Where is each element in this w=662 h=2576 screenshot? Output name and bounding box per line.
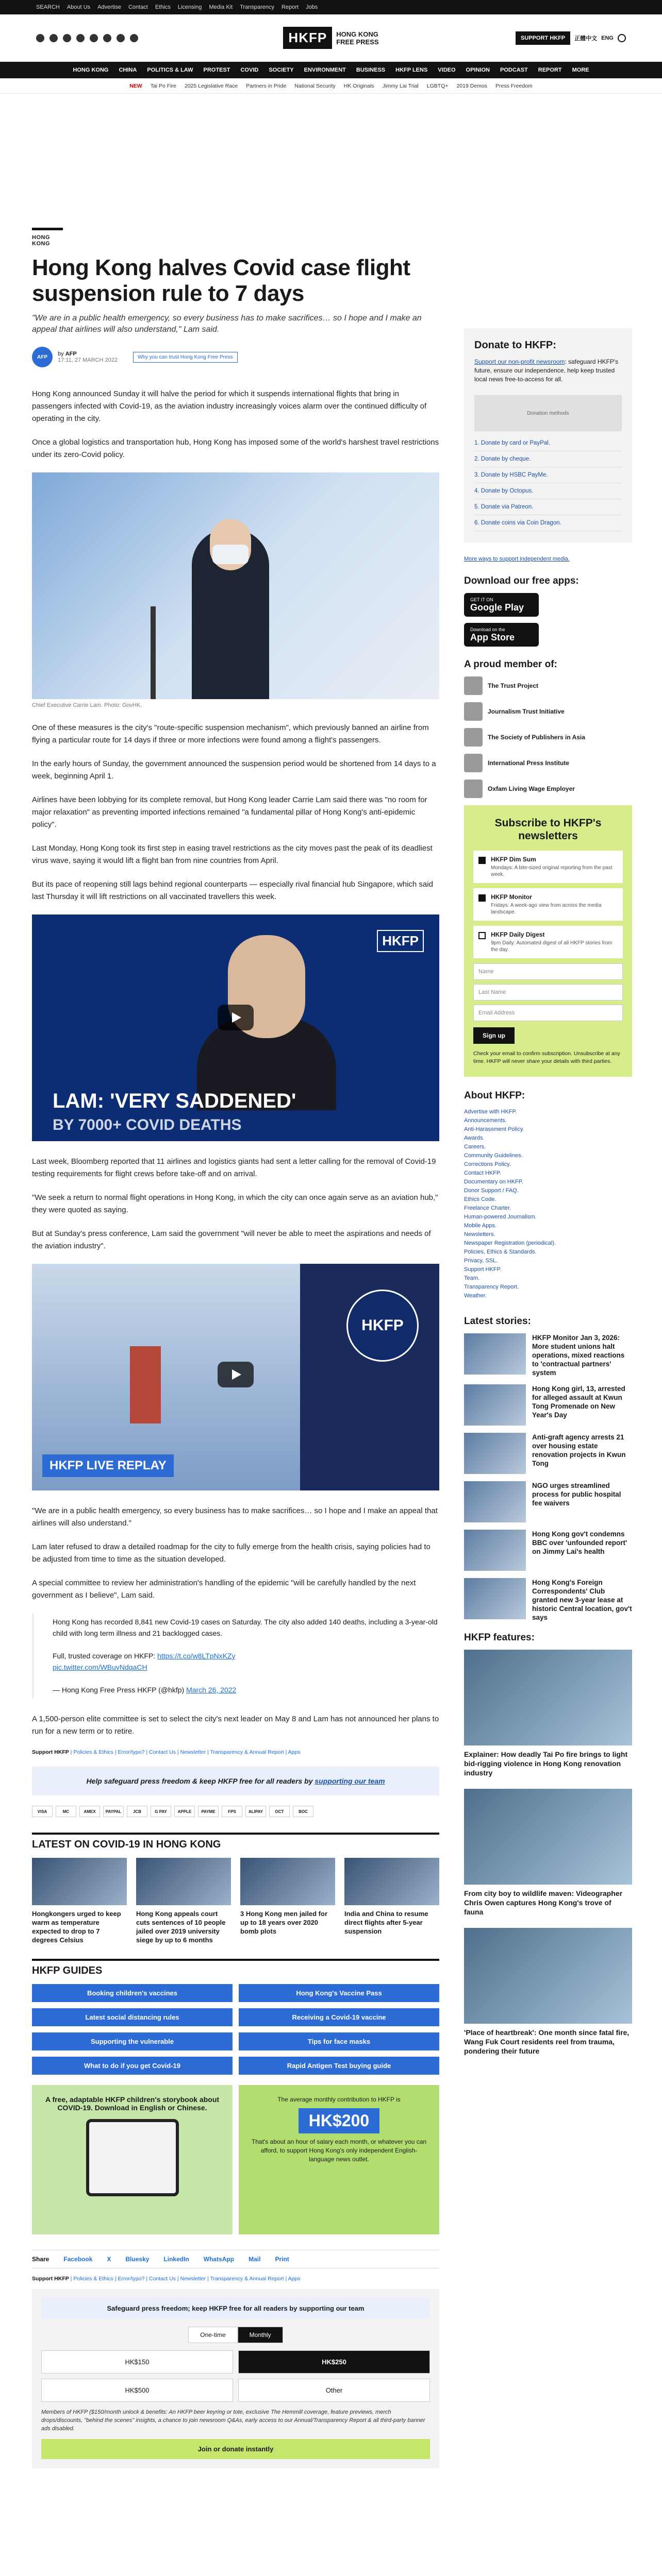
trending-item[interactable]: 2025 Legislative Race — [184, 82, 238, 89]
checkbox[interactable] — [478, 894, 486, 902]
threads-icon[interactable] — [103, 34, 111, 42]
about-link[interactable]: Team. — [464, 1275, 479, 1281]
last-name-field[interactable]: Last Name — [473, 984, 623, 1001]
youtube-icon[interactable] — [76, 34, 85, 42]
tweet-link[interactable]: https://t.co/w8LTpNxKZy — [157, 1652, 236, 1660]
payment-logo: MC — [56, 1806, 76, 1817]
util-mediakit[interactable]: Media Kit — [209, 4, 233, 10]
member-logo[interactable]: International Press Institute — [464, 754, 632, 772]
donation-option[interactable]: 2. Donate by cheque. — [474, 451, 622, 467]
policy-links[interactable]: | Policies & Ethics | Error/typo? | Contact Us | Newsletter | Transparency & Annual Report | Apps — [70, 2276, 301, 2282]
guide-button[interactable]: Supporting the vulnerable — [32, 2032, 233, 2050]
nav-environment[interactable]: ENVIRONMENT — [304, 67, 346, 73]
about-link[interactable]: Donor Support / FAQ. — [464, 1188, 519, 1194]
support-strip-link[interactable]: supporting our team — [315, 1777, 385, 1785]
nav-hong-kong[interactable]: HONG KONG — [73, 67, 109, 73]
member-logo[interactable]: The Trust Project — [464, 676, 632, 695]
share-bar — [32, 2250, 439, 2268]
about-link[interactable]: Transparency Report. — [464, 1284, 519, 1290]
share-linkedin[interactable]: LinkedIn — [163, 2256, 189, 2263]
about-heading: About HKFP: — [464, 1090, 525, 1101]
util-ethics[interactable]: Ethics — [155, 4, 171, 10]
about-link[interactable]: Mobile Apps. — [464, 1223, 496, 1229]
membership-note: Members of HKFP ($150/month unlock & benefits: An HKFP beer keyring or tote, exclusive The Hemmill coverage, feature previews, merch drops/discounts, "behind the scenes" insights, a chance to join newsroom Q&As, early access to our Annual/Transparency Report & all third-party banner ads disabled. — [41, 2409, 425, 2432]
video-brand: HKFP — [346, 1290, 419, 1362]
latest-covid-heading: LATEST ON COVID-19 IN HONG KONG — [32, 1833, 439, 1851]
donate-amounts — [41, 2350, 430, 2402]
newsletter-option[interactable]: HKFP Daily Digest 9pm Daily: Automated digest of all HKFP stories from the day. — [473, 926, 623, 958]
storybook-promo[interactable]: A free, adaptable HKFP children's storybook about COVID-19. Download in English or Chinese. — [32, 2085, 233, 2234]
nav-politics[interactable]: POLITICS & LAW — [147, 67, 193, 73]
trending-item[interactable]: 2019 Demos — [456, 82, 488, 89]
trending-item[interactable]: Partners in Pride — [246, 82, 287, 89]
about-link[interactable]: Careers. — [464, 1144, 486, 1150]
author-name[interactable]: AFP — [65, 351, 77, 357]
about-link[interactable]: Announcements. — [464, 1117, 507, 1124]
nav-report[interactable]: REPORT — [538, 67, 562, 73]
payment-logo: APPLE — [174, 1806, 195, 1817]
tweet-date[interactable]: March 26, 2022 — [186, 1686, 237, 1694]
article-title: Hong Kong halves Covid case flight suspension rule to 7 days — [32, 255, 410, 306]
play-icon[interactable] — [218, 1005, 254, 1030]
payment-logo: VISA — [32, 1806, 53, 1817]
story-item[interactable]: HKFP Monitor Jan 3, 2026: More student unions halt operations, mixed reactions to 'contractual partners' system — [464, 1333, 632, 1377]
sidebar-donate — [464, 328, 632, 543]
guide-button[interactable]: Tips for face masks — [239, 2032, 439, 2050]
nav-more[interactable]: MORE — [572, 67, 589, 73]
logo-main: HKFP — [283, 27, 332, 49]
guide-button[interactable]: What to do if you get Covid-19 — [32, 2057, 233, 2075]
app-store-button[interactable]: Download on the App Store — [464, 623, 539, 647]
newsletter-title: Subscribe to HKFP's newsletters — [494, 817, 602, 842]
promo-banners — [32, 2085, 439, 2234]
nav-lens[interactable]: HKFP LENS — [395, 67, 428, 73]
checkbox[interactable] — [478, 932, 486, 939]
payment-logo: OCT — [269, 1806, 290, 1817]
about-link[interactable]: Community Guidelines. — [464, 1153, 523, 1159]
about-link[interactable]: Documentary on HKFP. — [464, 1179, 523, 1185]
about-link[interactable]: Awards. — [464, 1135, 485, 1141]
policy-links[interactable]: | Policies & Ethics | Error/typo? | Contact Us | Newsletter | Transparency & Annual Report | Apps — [70, 1749, 301, 1755]
donate-frequency — [41, 2327, 430, 2343]
nav-video[interactable]: VIDEO — [438, 67, 456, 73]
linkedin-icon[interactable] — [90, 34, 98, 42]
donation-option[interactable]: 5. Donate via Patreon. — [474, 499, 622, 515]
paragraph: But at Sunday's press conference, Lam said the government "will never be able to meet the aspirations and needs of the aviation industry". — [32, 1229, 431, 1250]
paragraph: Last Monday, Hong Kong took its first step in easing travel restrictions as the city moves past the peak of its deadliest virus wave, saying it would lift a flight ban from nine countries from April. — [32, 844, 433, 865]
about-list — [464, 1108, 632, 1300]
util-advertise[interactable]: Advertise — [97, 4, 121, 10]
checkbox[interactable] — [478, 857, 486, 864]
about-link[interactable]: Advertise with HKFP. — [464, 1109, 517, 1115]
main-nav — [0, 62, 662, 78]
trending-item[interactable]: Press Freedom — [495, 82, 533, 89]
amount-option-selected[interactable]: HK$250 — [238, 2350, 430, 2374]
tweet-signature: — Hong Kong Free Press HKFP (@hkfp) — [53, 1686, 185, 1694]
signup-button[interactable]: Sign up — [473, 1027, 515, 1044]
paragraph: A 1,500-person elite committee is set to select the city's next leader on May 8 and Lam has not announced her plans to run for a new term or to retire. — [32, 1715, 439, 1736]
feature-item[interactable]: Explainer: How deadly Tai Po fire brings to light bid-rigging violence in Hong Kong renovation industry — [464, 1650, 632, 1777]
lang-chinese-link[interactable]: 正體中文 — [574, 35, 598, 42]
member-logo[interactable]: Oxfam Living Wage Employer — [464, 779, 632, 798]
tab-one-time[interactable]: One-time — [188, 2327, 237, 2343]
support-links-bottom — [32, 2276, 439, 2282]
about-link[interactable]: Newsletters. — [464, 1231, 495, 1238]
support-hkfp-label[interactable]: Support HKFP — [32, 2276, 69, 2282]
lang-english-link[interactable]: ENG — [601, 35, 614, 41]
embedded-tweet — [32, 1613, 439, 1699]
share-facebook[interactable]: Facebook — [63, 2256, 93, 2263]
article-photo — [32, 472, 439, 699]
nav-protest[interactable]: PROTEST — [203, 67, 230, 73]
social-icons — [36, 34, 206, 42]
logo-side-2: FREE PRESS — [336, 38, 379, 46]
donate-intro: : safeguard HKFP's future, ensure our independence, help keep trusted local news free-to-access for all. — [474, 358, 619, 383]
related-card[interactable]: Hongkongers urged to keep warm as temperature expected to drop to 7 degrees Celsius — [32, 1858, 127, 1944]
x-icon[interactable] — [49, 34, 58, 42]
video-embed-lam[interactable] — [32, 914, 439, 1141]
util-report[interactable]: Report — [282, 4, 299, 10]
share-print[interactable]: Print — [275, 2256, 289, 2263]
payment-logo: G PAY — [151, 1806, 171, 1817]
name-field[interactable]: Name — [473, 963, 623, 980]
nav-business[interactable]: BUSINESS — [356, 67, 386, 73]
payment-logo: BOC — [293, 1806, 313, 1817]
video-embed-live[interactable] — [32, 1264, 439, 1490]
story-item[interactable]: Hong Kong gov't condemns BBC over 'unfounded report' on Jimmy Lai's health — [464, 1530, 632, 1571]
features-heading: HKFP features: — [464, 1632, 535, 1643]
facebook-icon[interactable] — [36, 34, 44, 42]
search-icon[interactable] — [618, 34, 626, 42]
nav-opinion[interactable]: OPINION — [466, 67, 490, 73]
feature-item[interactable]: From city boy to wildlife maven: Videographer Chris Owen captures Hong Kong's trove of fauna — [464, 1789, 632, 1917]
paragraph: In the early hours of Sunday, the government announced the suspension period would be shortened from 14 days to a week, beginning April 1. — [32, 759, 436, 781]
nav-podcast[interactable]: PODCAST — [500, 67, 528, 73]
sidebar — [464, 328, 632, 2067]
more-ways-link[interactable]: More ways to support independent media. — [464, 556, 570, 562]
article-kicker[interactable]: HONG KONG — [32, 228, 63, 247]
amount-option[interactable]: Other — [238, 2379, 430, 2402]
donation-option[interactable]: 4. Donate by Octopus. — [474, 483, 622, 499]
nonprofit-link[interactable]: Support our non-profit newsroom — [474, 358, 565, 365]
site-header — [0, 14, 662, 62]
email-field[interactable]: Email Address — [473, 1005, 623, 1021]
support-links-top — [32, 1749, 439, 1755]
nav-china[interactable]: CHINA — [119, 67, 137, 73]
guide-button[interactable]: Booking children's vaccines — [32, 1984, 233, 2002]
trust-link[interactable]: Why you can trust Hong Kong Free Press — [133, 352, 238, 363]
newsletter-option[interactable]: HKFP Monitor Fridays: A week-ago view from across the media landscape. — [473, 888, 623, 921]
video-overlay-title: LAM: 'VERY SADDENED' — [53, 1090, 296, 1112]
related-card[interactable]: India and China to resume direct flights after 5-year suspension — [344, 1858, 439, 1944]
site-logo[interactable] — [206, 27, 456, 49]
contribution-amount: HK$200 — [299, 2108, 379, 2133]
newsletter-footnote: Check your email to confirm subscription. Unsubscribe at any time. HKFP will never share your details with third parties. — [473, 1050, 620, 1064]
story-item[interactable]: Hong Kong girl, 13, arrested for alleged assault at Kwun Tong Promenade on New Year's Day — [464, 1384, 632, 1426]
paragraph: Airlines have been lobbying for its complete removal, but Hong Kong leader Carrie Lam said there was "no room for major relaxation" as preventing imported infections remained "a fundamental pillar of Hong Kong's anti-epidemic policy". — [32, 795, 427, 829]
util-jobs[interactable]: Jobs — [306, 4, 318, 10]
payment-logo: AMEX — [79, 1806, 100, 1817]
related-card[interactable]: 3 Hong Kong men jailed for up to 18 years over 2020 bomb plots — [240, 1858, 335, 1944]
amount-option[interactable]: HK$150 — [41, 2350, 233, 2374]
video-brand: HKFP — [377, 930, 424, 952]
trending-item[interactable]: Tai Po Fire — [150, 82, 176, 89]
apps-heading: Download our free apps: — [464, 575, 579, 586]
story-item[interactable]: Hong Kong's Foreign Correspondents' Club granted new 3-year lease at historic Central location, gov't says — [464, 1578, 632, 1622]
about-link[interactable]: Anti-Harassment Policy. — [464, 1126, 524, 1132]
support-strip-text: Help safeguard press freedom & keep HKFP free for all readers by — [86, 1777, 313, 1785]
feature-item[interactable]: 'Place of heartbreak': One month since fatal fire, Wang Fuk Court residents reel from trauma, pondering their future — [464, 1928, 632, 2056]
contribution-promo[interactable]: The average monthly contribution to HKFP is HK$200 That's about an hour of salary each month, or whatever you can afford, to support Hong Kong's only independent English-language news outlet. — [239, 2085, 439, 2234]
guide-button[interactable]: Latest social distancing rules — [32, 2008, 233, 2026]
about-link[interactable]: Human-powered Journalism. — [464, 1214, 537, 1220]
share-bluesky[interactable]: Bluesky — [125, 2256, 150, 2263]
telegram-icon[interactable] — [117, 34, 125, 42]
join-donate-button[interactable]: Join or donate instantly — [41, 2439, 430, 2459]
guides-heading: HKFP GUIDES — [32, 1959, 439, 1977]
paragraph: Hong Kong announced Sunday it will halve the period for which it suspends international flights that bring in passengers infected with Covid-19, as the aviation industry increasingly voices alarm over the continued difficulty of operating in the city. — [32, 389, 427, 423]
about-link[interactable]: Contact HKFP. — [464, 1170, 501, 1176]
about-link[interactable]: Ethics Code. — [464, 1196, 496, 1202]
trending-bar — [0, 78, 662, 94]
tweet-text-2: Full, trusted coverage on HKFP: — [53, 1652, 156, 1660]
newsletter-option[interactable]: HKFP Dim Sum Mondays: A bite-sized original reporting from the past week. — [473, 851, 623, 883]
nav-society[interactable]: SOCIETY — [269, 67, 294, 73]
donation-option[interactable]: 3. Donate by HSBC PayMe. — [474, 467, 622, 483]
trending-item[interactable]: Jimmy Lai Trial — [382, 82, 419, 89]
paragraph: Lam later refused to draw a detailed roadmap for the city to fully emerge from the health crisis, saying policies had to be adjusted from time to time as the situation developed. — [32, 1543, 431, 1564]
donation-option[interactable]: 1. Donate by card or PayPal. — [474, 435, 622, 451]
about-link[interactable]: Support HKFP. — [464, 1266, 502, 1273]
google-play-button[interactable]: GET IT ON Google Play — [464, 593, 539, 617]
guide-button[interactable]: Hong Kong's Vaccine Pass — [239, 1984, 439, 2002]
donation-option[interactable]: 6. Donate coins via Coin Dragon. — [474, 515, 622, 531]
about-link[interactable]: Privacy, SSL. — [464, 1258, 498, 1264]
donation-methods-image: Donation methods — [474, 395, 622, 431]
payment-logo: FPS — [222, 1806, 242, 1817]
tab-monthly[interactable]: Monthly — [238, 2327, 283, 2343]
guide-button[interactable]: Receiving a Covid-19 vaccine — [239, 2008, 439, 2026]
about-link[interactable]: Policies, Ethics & Standards. — [464, 1249, 537, 1255]
new-badge: NEW — [129, 82, 142, 89]
support-strip — [32, 1767, 439, 1795]
share-mail[interactable]: Mail — [249, 2256, 261, 2263]
guides-grid — [32, 1984, 439, 2075]
about-link[interactable]: Corrections Policy. — [464, 1161, 511, 1167]
article-standfirst: "We are in a public health emergency, so every business has to make sacrifices… so I hope and I make an appeal that airlines will also understand," Lam said. — [32, 314, 422, 334]
share-label: Share — [32, 2256, 49, 2263]
share-x[interactable]: X — [107, 2256, 111, 2263]
util-contact[interactable]: Contact — [128, 4, 148, 10]
rss-icon[interactable] — [130, 34, 138, 42]
byline — [32, 347, 439, 367]
latest-covid-grid — [32, 1858, 439, 1944]
paragraph: "We seek a return to normal flight operations in Hong Kong, in which the city can once again serve as an aviation hub," they were quoted as saying. — [32, 1193, 438, 1214]
util-about[interactable]: About Us — [67, 4, 91, 10]
article — [32, 228, 439, 2468]
about-link[interactable]: Freelance Charter. — [464, 1205, 511, 1211]
trending-item[interactable]: LGBTQ+ — [426, 82, 449, 89]
latest-stories-heading: Latest stories: — [464, 1316, 531, 1327]
util-transparency[interactable]: Transparency — [240, 4, 275, 10]
newsletter-signup — [464, 805, 632, 1077]
play-icon[interactable] — [218, 1362, 254, 1387]
search-link[interactable]: SEARCH — [36, 4, 60, 10]
nav-covid[interactable]: COVID — [240, 67, 259, 73]
paragraph: "We are in a public health emergency, so every business has to make sacrifices… so I hope and I make an appeal that airlines will also understand." — [32, 1506, 438, 1528]
donation-list — [474, 435, 622, 531]
payment-logo: PAYPAL — [103, 1806, 124, 1817]
live-replay-label: HKFP LIVE REPLAY — [42, 1454, 174, 1477]
paragraph: One of these measures is the city's "route-specific suspension mechanism", which previously banned an airline from flying a particular route for 14 days if three or more infections were found among a flight's passengers. — [32, 723, 429, 744]
member-logo[interactable]: The Society of Publishers in Asia — [464, 728, 632, 747]
paragraph: Last week, Bloomberg reported that 11 airlines and logistics giants had sent a letter calling for the removal of Covid-19 testing requirements for flight crews before take-off and on arrival. — [32, 1157, 436, 1178]
payment-logo: ALIPAY — [245, 1806, 266, 1817]
trending-item[interactable]: HK Originals — [343, 82, 374, 89]
guide-button[interactable]: Rapid Antigen Test buying guide — [239, 2057, 439, 2075]
about-link[interactable]: Newspaper Registration (periodical). — [464, 1240, 556, 1246]
instagram-icon[interactable] — [63, 34, 71, 42]
member-heading: A proud member of: — [464, 659, 557, 670]
tablet-illustration — [86, 2119, 179, 2196]
paragraph: Once a global logistics and transportation hub, Hong Kong has imposed some of the world's harshest travel restrictions under its zero-Covid policy. — [32, 438, 439, 459]
video-overlay-subtitle: BY 7000+ COVID DEATHS — [53, 1116, 242, 1133]
paragraph: But its pace of reopening still lags behind regional counterparts — especially rival financial hub Singapore, which said last Thursday it will lift restrictions on all vaccinated travellers this week. — [32, 880, 433, 901]
util-licensing[interactable]: Licensing — [177, 4, 202, 10]
tweet-text: Hong Kong has recorded 8,841 new Covid-19 cases on Saturday. The city also added 140 deaths, including a 3-year-old child with long term illness and 21 backlogged cases. — [53, 1618, 438, 1637]
payment-methods — [32, 1806, 439, 1817]
publish-date: 17:11, 27 MARCH 2022 — [58, 357, 118, 363]
author-avatar: AFP — [32, 347, 53, 367]
amount-option[interactable]: HK$500 — [41, 2379, 233, 2402]
donate-widget — [32, 2289, 439, 2468]
trending-item[interactable]: National Security — [294, 82, 336, 89]
utility-bar — [0, 0, 662, 14]
photo-caption: Chief Executive Carrie Lam. Photo: GovHK. — [32, 702, 142, 708]
logo-side-1: HONG KONG — [336, 30, 378, 38]
donate-banner: Safeguard press freedom; keep HKFP free for all readers by supporting our team — [41, 2298, 430, 2318]
story-item[interactable]: NGO urges streamlined process for public hospital fee waivers — [464, 1481, 632, 1522]
story-item[interactable]: Anti-graft agency arrests 21 over housing estate renovation projects in Kwun Tong — [464, 1433, 632, 1474]
payment-logo: JCB — [127, 1806, 147, 1817]
by-label: by — [58, 351, 64, 357]
related-card[interactable]: Hong Kong appeals court cuts sentences of 10 people jailed over 2019 university siege by up to 6 months — [136, 1858, 231, 1944]
sidebar-donate-title: Donate to HKFP: — [474, 340, 556, 351]
member-logo[interactable]: Journalism Trust Initiative — [464, 702, 632, 721]
support-hkfp-button[interactable]: SUPPORT HKFP — [516, 31, 570, 45]
about-link[interactable]: Weather. — [464, 1293, 487, 1299]
share-whatsapp[interactable]: WhatsApp — [203, 2256, 235, 2263]
tweet-pic-link[interactable]: pic.twitter.com/WBuvNdqaCH — [53, 1663, 147, 1671]
support-hkfp-label[interactable]: Support HKFP — [32, 1749, 69, 1755]
payment-logo: PAYME — [198, 1806, 219, 1817]
paragraph: A special committee to review her administration's handling of the epidemic "will be carefully handled by the next government as I believe", Lam said. — [32, 1579, 416, 1600]
